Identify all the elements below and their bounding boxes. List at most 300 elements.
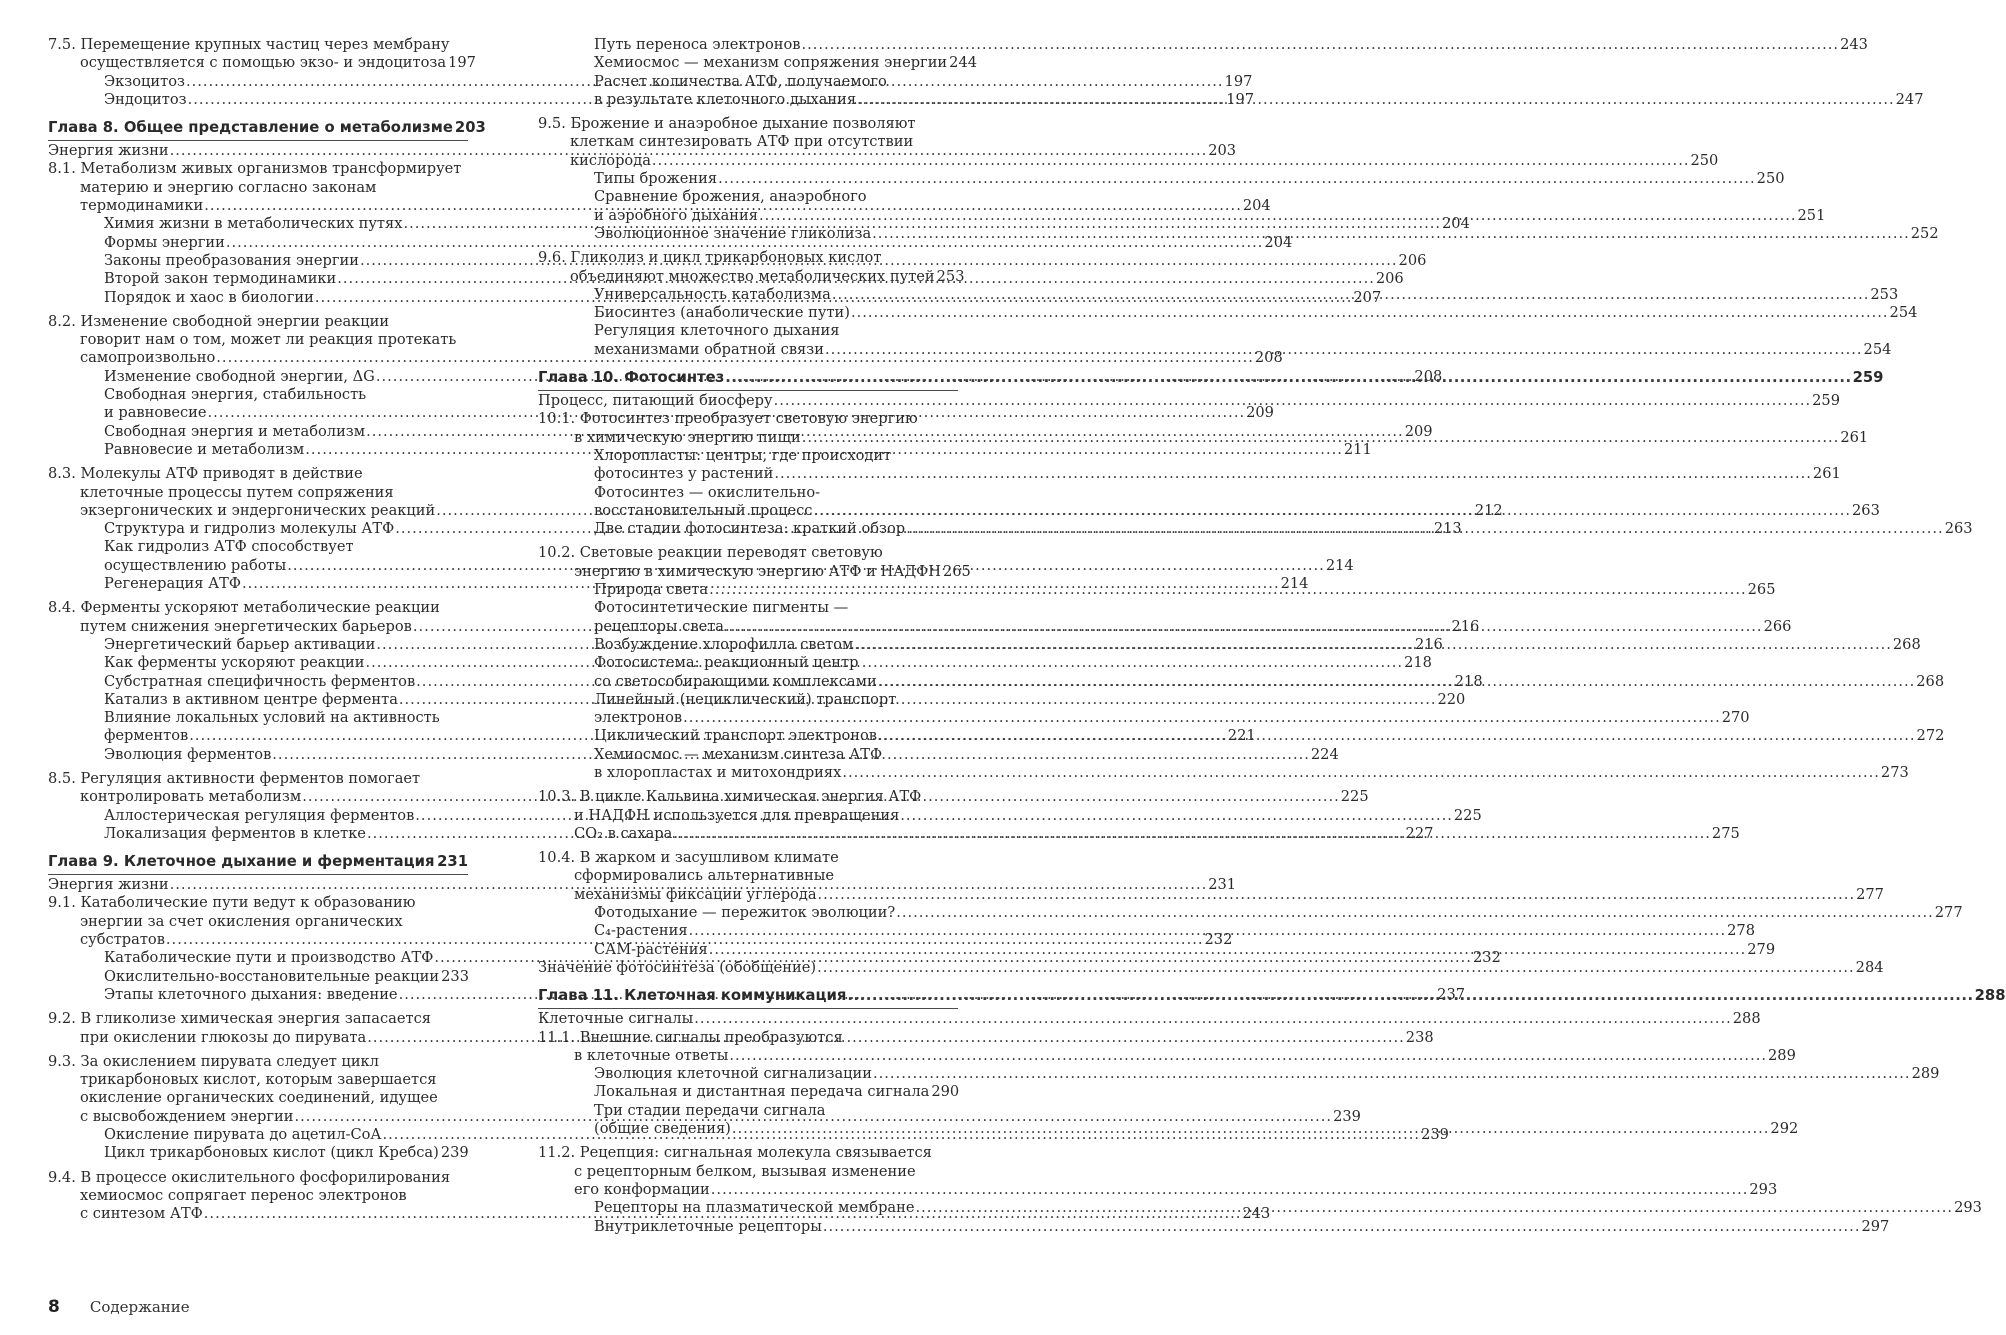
entry-title: с синтезом АТФ [80, 1205, 203, 1223]
dot-leader [878, 673, 1916, 691]
page-ref: 289 [1768, 1046, 1796, 1064]
entry-title: в хлоропластах и митохондриях [594, 763, 842, 781]
toc-entry[interactable] [48, 36, 468, 54]
dot-leader [683, 709, 1721, 727]
entry-title: Внутриклеточные рецепторы [594, 1217, 822, 1235]
entry-title: Глава 11. Клеточная коммуникация [538, 987, 847, 1005]
dot-leader [652, 152, 1690, 170]
toc-entry[interactable] [538, 36, 1868, 54]
page-ref: 239 [440, 1144, 469, 1162]
page-ref: 251 [1797, 206, 1826, 224]
page-ref: 216 [1414, 635, 1443, 653]
entry-title: Универсальность катаболизма [594, 285, 831, 303]
toc-entry[interactable] [48, 160, 468, 178]
page-ref: 253 [936, 267, 965, 285]
page-ref: 266 [1763, 617, 1792, 635]
toc-entry[interactable] [538, 410, 958, 428]
entry-title: Фотосинтез — окислительно- [594, 483, 821, 501]
entry-title: Влияние локальных условий на активность [104, 709, 440, 727]
entry-title: со светособирающими комплексами [594, 672, 877, 690]
toc-entry[interactable] [48, 894, 468, 912]
entry-title: Фотосистема: реакционный центр [594, 654, 859, 672]
entry-title: 9.4. В процессе окислительного фосфорилирования [48, 1168, 451, 1186]
toc-entry[interactable] [538, 691, 958, 709]
entry-title: 8.2. Изменение свободной энергии реакции [48, 312, 390, 330]
entry-title: (общие сведения) [594, 1120, 731, 1138]
toc-entry[interactable] [538, 544, 958, 562]
entry-title: C₄-растения [594, 922, 688, 940]
dot-leader [823, 1218, 1861, 1236]
chapter-rule [538, 390, 958, 391]
page-footer [48, 1297, 190, 1321]
dot-leader [854, 636, 1892, 654]
page-ref: 261 [1812, 465, 1841, 483]
entry-title: Энергетический барьер активации [104, 635, 376, 653]
page-ref: 211 [1343, 440, 1372, 458]
page-ref: 225 [1453, 806, 1482, 824]
entry-title: Свободная энергия и метаболизм [104, 422, 366, 440]
page-ref: 253 [1870, 285, 1899, 303]
entry-title: 9.5. Брожение и анаэробное дыхание позволяют [538, 115, 916, 133]
page-ref: 233 [441, 967, 469, 985]
dot-leader [689, 922, 1727, 940]
page-ref: 259 [1812, 392, 1840, 410]
page-ref: 290 [931, 1083, 960, 1101]
entry-title: Возбуждение хлорофилла светом [594, 635, 854, 653]
page-ref: 289 [1911, 1065, 1940, 1083]
page-ref: 218 [1404, 654, 1432, 672]
page-ref: 208 [1414, 367, 1443, 385]
entry-title: Хлоропласты: центры, где происходит [594, 446, 892, 464]
entry-title: экзергонических и эндергонических реакций [80, 501, 436, 519]
entry-title: Две стадии фотосинтеза: краткий обзор [594, 520, 906, 538]
page-ref: 265 [942, 562, 971, 580]
toc-entry[interactable] [48, 179, 468, 197]
page-ref: 208 [1254, 349, 1283, 367]
entry-title: 8.3. Молекулы АТФ приводят в действие [48, 465, 363, 483]
toc-entry[interactable] [538, 788, 958, 806]
entry-title: энергии за счет окисления органических [80, 912, 403, 930]
entry-title: Путь переноса электронов [594, 36, 801, 53]
entry-title: Рецепторы на плазматической мембране [594, 1199, 915, 1217]
toc-entry[interactable] [48, 1187, 468, 1205]
entry-title: осуществлению работы [104, 556, 287, 574]
entry-title: Эволюция ферментов [104, 745, 272, 763]
dot-leader [801, 36, 1839, 54]
entry-title: 9.3. За окислением пирувата следует цикл [48, 1052, 379, 1070]
page-ref: 263 [1852, 501, 1880, 519]
entry-title: 11.2. Рецепция: сигнальная молекула связывается [538, 1144, 932, 1162]
chapter-rule [48, 140, 468, 141]
page-ref: 268 [1892, 635, 1921, 653]
toc-entry[interactable] [538, 115, 958, 133]
entry-title: в результате клеточного дыхания [594, 90, 857, 108]
page-ref: 275 [1711, 824, 1740, 842]
toc-entry[interactable] [538, 746, 958, 764]
entry-title: CO₂ в сахара [574, 824, 673, 842]
page-ref: 197 [1226, 90, 1255, 108]
page-ref: 288 [1732, 1010, 1761, 1028]
toc-entry[interactable] [538, 304, 1918, 322]
entry-title: Типы брожения [594, 170, 718, 188]
page-ref: 216 [1451, 617, 1480, 635]
toc-entry[interactable] [48, 1144, 468, 1162]
page-ref: 218 [1454, 672, 1483, 690]
toc-entry[interactable] [48, 709, 468, 727]
entry-title: и аэробного дыхания [594, 206, 758, 224]
entry-title: 8.5. Регуляция активности ферментов помогает [48, 769, 421, 787]
page-ref: 220 [1437, 690, 1466, 708]
entry-title: Энергия жизни [48, 876, 169, 894]
page-ref: 239 [1333, 1107, 1361, 1125]
entry-title: Клеточные сигналы [538, 1010, 694, 1028]
entry-title: Регуляция клеточного дыхания [594, 322, 840, 340]
entry-title: 10.4. В жарком и засушливом климате [538, 849, 839, 867]
entry-title: Три стадии передачи сигнала [594, 1101, 826, 1119]
toc-entry[interactable] [48, 331, 468, 349]
entry-title: Окислительно-восстановительные реакции [104, 967, 440, 985]
entry-title: при окислении глюкозы до пирувата [80, 1028, 367, 1046]
dot-leader [711, 1181, 1749, 1199]
dot-leader [878, 727, 1916, 745]
toc-entry[interactable] [48, 1071, 468, 1089]
toc-entry[interactable] [538, 849, 958, 867]
dot-leader [817, 959, 1855, 977]
page-ref: 231 [437, 853, 468, 871]
toc-entry[interactable] [538, 1217, 1890, 1236]
toc-entry[interactable] [538, 188, 958, 206]
dot-leader [851, 304, 1889, 322]
entry-title: 10.1. Фотосинтез преобразует световую энергию [538, 410, 918, 428]
page-ref: 263 [1944, 520, 1973, 538]
entry-title: Изменение свободной энергии, ΔG [104, 367, 375, 385]
toc-entry[interactable] [538, 1163, 958, 1181]
toc-entry[interactable] [538, 267, 965, 286]
toc-entry[interactable] [48, 313, 468, 331]
page-ref: 203 [1208, 142, 1237, 160]
toc-entry[interactable] [48, 538, 468, 556]
entry-title: Локализация ферментов в клетке [104, 824, 366, 842]
entry-title: Глава 10. Фотосинтез [538, 369, 725, 387]
dot-leader [906, 520, 1944, 538]
page-ref: 277 [1856, 885, 1884, 903]
entry-title: самопроизвольно [80, 349, 216, 367]
dot-leader [709, 941, 1747, 959]
dot-leader [857, 91, 1895, 109]
entry-title: Окисление пирувата до ацетил-СоА [104, 1126, 382, 1144]
entry-title: Второй закон термодинамики [104, 270, 337, 288]
page-ref: 272 [1916, 727, 1945, 745]
page-ref: 232 [1472, 949, 1501, 967]
toc-entry[interactable] [538, 1083, 958, 1101]
entry-title: Законы преобразования энергии [104, 251, 359, 269]
page-ref: 250 [1756, 170, 1785, 188]
page-ref: 293 [1954, 1199, 1982, 1217]
page-ref: 206 [1398, 251, 1427, 269]
toc-entry[interactable] [538, 392, 1840, 410]
page-ref: 232 [1204, 931, 1233, 949]
toc-entry[interactable] [538, 249, 958, 267]
toc-entry[interactable] [48, 968, 468, 986]
entry-title: 8.1. Метаболизм живых организмов трансформирует [48, 160, 462, 178]
entry-title: 9.2. В гликолизе химическая энергия запасается [48, 1010, 431, 1028]
entry-title: хемиосмос сопрягает перенос электронов [80, 1186, 407, 1204]
page-ref: 238 [1405, 1028, 1434, 1046]
chapter-rule [48, 874, 468, 875]
toc-entry[interactable] [48, 1010, 468, 1028]
dot-leader [718, 170, 1756, 188]
dot-leader [774, 465, 1812, 483]
toc-entry[interactable] [48, 484, 468, 502]
entry-title: сформировались альтернативные [574, 867, 834, 885]
page-ref: 237 [1437, 985, 1466, 1003]
entry-title: 10.2. Световые реакции переводят световую [538, 544, 883, 562]
entry-title: Энергия жизни [48, 142, 169, 160]
entry-title: Химия жизни в метаболических путях [104, 215, 403, 233]
entry-title: ферментов [104, 727, 189, 745]
toc-entry[interactable] [538, 867, 958, 885]
entry-title: его конформации [574, 1180, 710, 1198]
dot-leader [709, 581, 1747, 599]
entry-title: Биосинтез (анаболические пути) [594, 304, 850, 322]
page-ref: 197 [448, 54, 476, 72]
entry-title: Этапы клеточного дыхания: введение [104, 985, 398, 1003]
entry-title: энергию в химическую энергию АТФ и НАДФН [574, 562, 941, 580]
toc-entry[interactable] [538, 1102, 958, 1120]
entry-title: механизмы фиксации углерода [574, 885, 817, 903]
page-ref: 277 [1934, 904, 1963, 922]
toc-entry[interactable] [538, 904, 1963, 922]
dot-leader [725, 367, 1851, 389]
dot-leader [847, 985, 1973, 1007]
dot-leader [825, 341, 1863, 359]
page-ref: 204 [1442, 215, 1470, 233]
entry-title: Значение фотосинтеза (обобщение) [538, 958, 817, 976]
entry-title: субстратов [80, 931, 165, 949]
dot-leader [896, 904, 1934, 922]
page-ref: 297 [1861, 1217, 1890, 1235]
entry-title: термодинамики [80, 197, 204, 215]
entry-title: Расчет количества АТФ, получаемого [594, 72, 887, 90]
entry-title: Локальная и дистантная передача сигнала [594, 1083, 930, 1101]
dot-leader [872, 225, 1910, 243]
entry-title: и НАДФН используется для превращения [574, 806, 900, 824]
chapter-heading[interactable] [48, 117, 486, 139]
toc-entry[interactable] [538, 465, 1841, 483]
page-ref: 214 [1280, 575, 1309, 593]
page-ref: 207 [1353, 288, 1382, 306]
toc-entry[interactable] [538, 654, 958, 672]
dot-leader [813, 502, 1851, 520]
entry-title: Свободная энергия, стабильность [104, 386, 367, 404]
page-ref: 225 [1340, 788, 1369, 806]
page-ref: 224 [1310, 745, 1339, 763]
page-ref: 209 [1246, 404, 1274, 422]
toc-entry[interactable] [538, 1180, 1778, 1199]
entry-title: механизмами обратной связи [594, 340, 824, 358]
toc-entry[interactable] [538, 322, 958, 340]
dot-leader [435, 851, 436, 873]
page-ref: 265 [1747, 581, 1776, 599]
entry-title: Хемиосмос — механизм сопряжения энергии [594, 54, 948, 72]
entry-title: Субстратная специфичность ферментов [104, 672, 416, 690]
chapter-rule [538, 1008, 958, 1009]
toc-entry[interactable] [48, 1089, 468, 1107]
entry-title: в клеточные ответы [574, 1046, 729, 1064]
toc-entry[interactable] [48, 599, 468, 617]
entry-title: восстановительный процесс [594, 501, 813, 519]
page-ref: 261 [1840, 428, 1869, 446]
page-ref: 250 [1690, 151, 1719, 169]
page-ref: 214 [1325, 556, 1354, 574]
toc-entry[interactable] [48, 1169, 468, 1187]
entry-title: кислорода [570, 151, 651, 169]
page-ref: 278 [1727, 922, 1755, 940]
page-ref: 270 [1721, 709, 1750, 727]
toc-entry[interactable] [538, 133, 958, 151]
dot-leader [832, 286, 1870, 304]
entry-title: с высвобождением энергии [80, 1107, 294, 1125]
entry-title: Сравнение брожения, анаэробного [594, 188, 867, 206]
entry-title: Природа света [594, 581, 709, 599]
page-ref: 247 [1895, 90, 1924, 108]
entry-title: Цикл трикарбоновых кислот (цикл Кребса) [104, 1144, 439, 1162]
page-ref: 273 [1880, 763, 1909, 781]
entry-title: фотосинтез у растений [594, 465, 774, 483]
entry-title: Фотодыхание — пережиток эволюции? [594, 904, 896, 922]
page-ref: 204 [1264, 233, 1293, 251]
page-ref: 239 [1421, 1126, 1449, 1144]
entry-title: клеточные процессы путем сопряжения [80, 483, 394, 501]
toc-entry[interactable] [538, 709, 1750, 727]
toc-entry[interactable] [538, 1046, 1796, 1065]
toc-entry[interactable] [538, 170, 1785, 188]
entry-title: трикарбоновых кислот, которым завершается [80, 1071, 437, 1089]
entry-title: 9.6. Гликолиз и цикл трикарбоновых кислот [538, 249, 882, 267]
entry-title: Глава 8. Общее представление о метаболизме [48, 119, 453, 137]
page-ref: 252 [1910, 224, 1939, 242]
entry-title: Структура и гидролиз молекулы АТФ [104, 520, 395, 538]
page-ref: 197 [1224, 72, 1253, 90]
entry-title: клеткам синтезировать АТФ при отсутствии [570, 133, 914, 151]
toc-entry[interactable] [538, 447, 958, 465]
toc-entry[interactable] [538, 1010, 1761, 1028]
dot-leader [802, 429, 1840, 447]
page-ref: 288 [1974, 987, 2006, 1005]
entry-title: и равновесие [104, 404, 207, 422]
entry-title: в химическую энергию пищи [574, 428, 801, 446]
page-ref: 209 [1404, 422, 1433, 440]
entry-title: Хемиосмос — механизм синтеза АТФ [594, 745, 883, 763]
page-ref: 284 [1855, 958, 1884, 976]
entry-title: контролировать метаболизм [80, 788, 302, 806]
entry-title: Экзоцитоз [104, 72, 185, 90]
toc-entry[interactable] [48, 1053, 468, 1071]
entry-title: 9.1. Катаболические пути ведут к образованию [48, 894, 416, 912]
entry-title: говорит нам о том, может ли реакция протекать [80, 331, 457, 349]
page-ref: 292 [1770, 1120, 1799, 1138]
toc-entry[interactable] [538, 484, 958, 502]
toc-entry[interactable] [538, 73, 958, 91]
entry-title: Формы энергии [104, 233, 225, 251]
entry-title: Как гидролиз АТФ способствует [104, 538, 354, 556]
page-ref: 213 [1433, 520, 1462, 538]
toc-entry[interactable] [538, 1144, 958, 1162]
dot-leader [725, 618, 1763, 636]
page-ref: 254 [1863, 340, 1892, 358]
page-ref: 227 [1405, 824, 1434, 842]
entry-title: САМ-растения [594, 940, 708, 958]
entry-title: Эндоцитоз [104, 90, 187, 108]
entry-title: материю и энергию согласно законам [80, 178, 377, 196]
toc-entry[interactable] [538, 599, 958, 617]
page-ref: 259 [1852, 369, 1884, 387]
entry-title: Аллостерическая регуляция ферментов [104, 806, 415, 824]
toc-entry[interactable] [48, 386, 468, 404]
running-title: Содержание [89, 1298, 190, 1316]
entry-title: Эволюция клеточной сигнализации [594, 1065, 872, 1083]
dot-leader [694, 1010, 1732, 1028]
page-ref: 243 [1840, 36, 1868, 53]
entry-title: 7.5. Перемещение крупных частиц через мембрану [48, 36, 450, 53]
dot-leader [916, 1199, 1954, 1217]
toc-entry[interactable] [48, 54, 476, 72]
chapter-heading[interactable] [48, 851, 468, 873]
entry-title: окисление органических соединений, идущее [80, 1089, 438, 1107]
entry-title: Циклический транспорт электронов [594, 727, 877, 745]
dot-leader [818, 886, 1856, 904]
toc-entry[interactable] [48, 465, 468, 483]
entry-title: Процесс, питающий биосферу [538, 392, 773, 410]
toc-entry[interactable] [538, 763, 1909, 782]
page-ref: 244 [949, 54, 978, 72]
page-number: 8 [48, 1297, 60, 1317]
entry-title: Катализ в активном центре фермента [104, 690, 398, 708]
toc-entry[interactable] [538, 562, 971, 581]
entry-title: объединяют множество метаболических путей [570, 267, 935, 285]
dot-leader [673, 825, 1711, 843]
entry-title: Порядок и хаос в биологии [104, 288, 314, 306]
entry-title: 10.3. В цикле Кальвина химическая энергия АТФ [538, 788, 922, 806]
toc-entry[interactable] [538, 807, 958, 825]
page-ref: 279 [1747, 940, 1776, 958]
entry-title: путем снижения энергетических барьеров [80, 617, 412, 635]
toc-entry[interactable] [538, 54, 978, 72]
entry-title: Регенерация АТФ [104, 575, 242, 593]
dot-leader [774, 392, 1812, 410]
page-ref: 254 [1889, 304, 1918, 322]
dot-leader [732, 1120, 1770, 1138]
page-ref: 231 [1208, 876, 1237, 894]
entry-title: Глава 9. Клеточное дыхание и ферментация [48, 853, 435, 871]
entry-title: Катаболические пути и производство АТФ [104, 949, 434, 967]
dot-leader [729, 1047, 1767, 1065]
toc-entry[interactable] [48, 770, 468, 788]
page-ref: 212 [1474, 501, 1503, 519]
entry-title: с рецепторным белком, вызывая изменение [574, 1162, 916, 1180]
entry-title: 8.4. Ферменты ускоряют метаболические реакции [48, 599, 440, 617]
entry-title: осуществляется с помощью экзо- и эндоцитоза [80, 54, 447, 72]
toc-entry[interactable] [538, 1029, 958, 1047]
dot-leader [842, 764, 1880, 782]
toc-entry[interactable] [48, 913, 468, 931]
page-ref: 203 [454, 119, 486, 137]
entry-title: Линейный (нециклический) транспорт [594, 690, 897, 708]
page-ref: 243 [1242, 1205, 1271, 1223]
toc-entry[interactable] [538, 1065, 1940, 1083]
dot-leader [873, 1065, 1911, 1083]
entry-title: Эволюционное значение гликолиза [594, 224, 872, 242]
